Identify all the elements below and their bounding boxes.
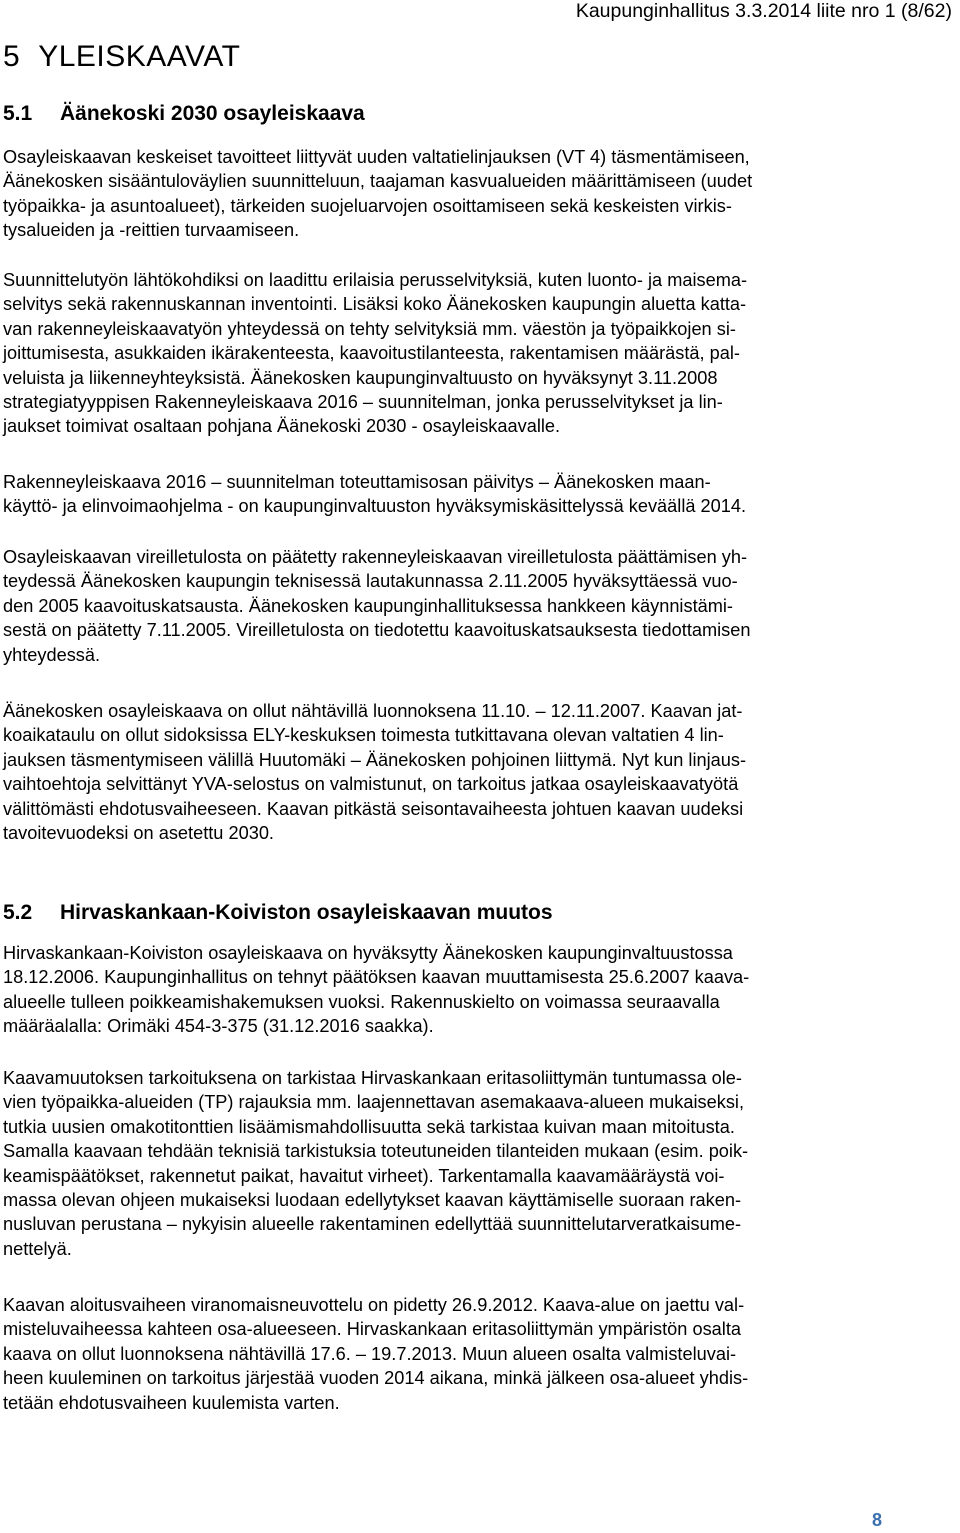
text-line: tutkia uusien omakotitonttien lisäämismahdollisuutta sekä tarkistaa kuivan maan mitoitusta. [3, 1116, 735, 1137]
paragraph [3, 941, 955, 1039]
section-heading-5-2 [3, 901, 553, 925]
paragraph [3, 268, 955, 439]
text-line: selvitys sekä rakennuskannan inventointi. Lisäksi koko Äänekosken kaupungin aluetta katta- [3, 294, 747, 315]
text-line: massa olevan ohjeen mukaiseksi luodaan edellytykset kaavan käyttämiselle suoraan raken- [3, 1190, 742, 1211]
paragraph [3, 145, 955, 243]
text-line: tetään ehdotusvaiheen kuulemista varten. [3, 1392, 340, 1413]
text-line: vien työpaikka-alueiden (TP) rajauksia mm. laajennettavan asemakaava-alueen mukaiseksi, [3, 1092, 745, 1113]
text-line: van rakenneyleiskaavatyön yhteydessä on tehty selvityksiä mm. väestön ja työpaikkojen si- [3, 318, 736, 339]
text-line: nusluvan perustana – nykyisin alueelle rakentaminen edellyttää suunnittelutarveratkaisume- [3, 1214, 742, 1235]
text-line: tysalueiden ja -reittien turvaamiseen. [3, 220, 300, 241]
text-line: vaihtoehtoja selvittänyt YVA-selostus on valmistunut, on tarkoitus jatkaa osayleiskaavatyötä [3, 774, 739, 795]
section-number: 5.1 [3, 102, 33, 125]
text-line: sestä on päätetty 7.11.2005. Vireilletulosta on tiedotettu kaavoituskatsauksesta tiedottamisen [3, 620, 751, 641]
section-title: Äänekoski 2030 osayleiskaava [60, 102, 365, 125]
text-line: Kaavan aloitusvaiheen viranomaisneuvottelu on pidetty 26.9.2012. Kaava-alue on jaettu val- [3, 1295, 745, 1315]
chapter-number: 5 [3, 40, 21, 73]
text-line: Suunnittelutyön lähtökohdiksi on laadittu erilaisia perusselvityksiä, kuten luonto- ja maisema- [3, 270, 748, 290]
text-line: 18.12.2006. Kaupunginhallitus on tehnyt päätöksen kaavan muuttamisesta 25.6.2007 kaava- [3, 967, 750, 988]
text-line: koaikataulu on ollut sidoksissa ELY-keskuksen toimesta tutkittavana olevan valtatien 4 lin- [3, 725, 724, 746]
text-line: misteluvaiheessa kahteen osa-alueeseen. Hirvaskankaan eritasoliittymän ympäristön osalta [3, 1319, 741, 1340]
text-line: yhteydessä. [3, 644, 101, 665]
text-line: määräalalla: Orimäki 454-3-375 (31.12.2016 saakka). [3, 1016, 434, 1037]
text-line: strategiatyyppisen Rakenneyleiskaava 2016 – suunnitelman, jonka perusselvitykset ja lin- [3, 392, 723, 413]
text-line: Osayleiskaavan keskeiset tavoitteet liittyvät uuden valtatielinjauksen (VT 4) täsmentämiseen, [3, 147, 750, 167]
section-number: 5.2 [3, 901, 33, 924]
text-line: heen kuuleminen on tarkoitus järjestää vuoden 2014 aikana, minkä jälkeen osa-alueet yhdis- [3, 1368, 749, 1389]
text-line: teydessä Äänekosken kaupungin teknisessä lautakunnassa 2.11.2005 hyväksyttäessä vuo- [3, 571, 738, 592]
paragraph [3, 470, 955, 519]
text-line: Osayleiskaavan vireilletulosta on päätetty rakenneyleiskaavan vireilletulosta päättämisen yh- [3, 547, 748, 567]
text-line: jaukset toimivat osaltaan pohjana Äänekoski 2030 - osayleiskaavalle. [3, 416, 561, 437]
text-line: käyttö- ja elinvoimaohjelma - on kaupunginvaltuuston hyväksymiskäsittelyssä keväällä 2014. [3, 496, 747, 517]
text-line: Hirvaskankaan-Koiviston osayleiskaava on hyväksytty Äänekosken kaupunginvaltuustossa [3, 943, 733, 963]
paragraph [3, 1066, 955, 1261]
section-title: Hirvaskankaan-Koiviston osayleiskaavan muutos [60, 901, 553, 924]
section-heading-5-1 [3, 102, 365, 126]
text-line: veluista ja liikenneyhteyksistä. Äänekosken kaupunginvaltuusto on hyväksynyt 3.11.2008 [3, 367, 718, 388]
text-line: keamispäätökset, rakennetut paikat, havaitut virheet). Tarkentamalla kaavamääräystä voi- [3, 1165, 725, 1186]
page-number: 8 [871, 1510, 882, 1530]
text-line: jauksen täsmentymiseen välillä Huutomäki – Äänekosken pohjoinen liittymä. Nyt kun linjaus- [3, 749, 747, 770]
chapter-title: YLEISKAAVAT [38, 40, 241, 73]
text-line: Rakenneyleiskaava 2016 – suunnitelman toteuttamisosan päivitys – Äänekosken maan- [3, 472, 711, 492]
text-line: den 2005 kaavoituskatsausta. Äänekosken kaupunginhallituksessa hankkeen käynnistämi- [3, 595, 733, 616]
chapter-heading [3, 40, 240, 74]
text-line: Kaavamuutoksen tarkoituksena on tarkistaa Hirvaskankaan eritasoliittymän tuntumassa ole- [3, 1068, 742, 1088]
text-line: kaava on ollut luonnoksena nähtävillä 17.6. – 19.7.2013. Muun alueen osalta valmisteluvai- [3, 1343, 737, 1364]
paragraph [3, 699, 955, 845]
text-line: työpaikka- ja asuntoalueet), tärkeiden suojeluarvojen osoittamiseen sekä keskeisten virkis- [3, 195, 732, 216]
text-line: Äänekosken osayleiskaava on ollut nähtävillä luonnoksena 11.10. – 12.11.2007. Kaavan jat- [3, 701, 743, 721]
text-line: Äänekosken sisääntuloväylien suunnitteluun, taajaman kasvualueiden määrittämiseen (uudet [3, 171, 753, 192]
page-header: Kaupunginhallitus 3.3.2014 liite nro 1 (8/62) [575, 0, 952, 22]
text-line: Samalla kaavaan tehdään teknisiä tarkistuksia toteutuneiden tilanteiden mukaan (esim. poik- [3, 1141, 749, 1162]
text-line: välittömästi ehdotusvaiheeseen. Kaavan pitkästä seisontavaiheesta johtuen kaavan uudeksi [3, 798, 744, 819]
paragraph [3, 545, 955, 667]
paragraph [3, 1293, 955, 1415]
text-line: nettelyä. [3, 1238, 72, 1259]
text-line: joittumisesta, asukkaiden ikärakenteesta, kaavoitustilanteesta, rakentamisen määrästä, pal- [3, 343, 740, 364]
text-line: alueelle tulleen poikkeamishakemuksen vuoksi. Rakennuskielto on voimassa seuraavalla [3, 991, 720, 1012]
text-line: tavoitevuodeksi on asetettu 2030. [3, 823, 274, 844]
